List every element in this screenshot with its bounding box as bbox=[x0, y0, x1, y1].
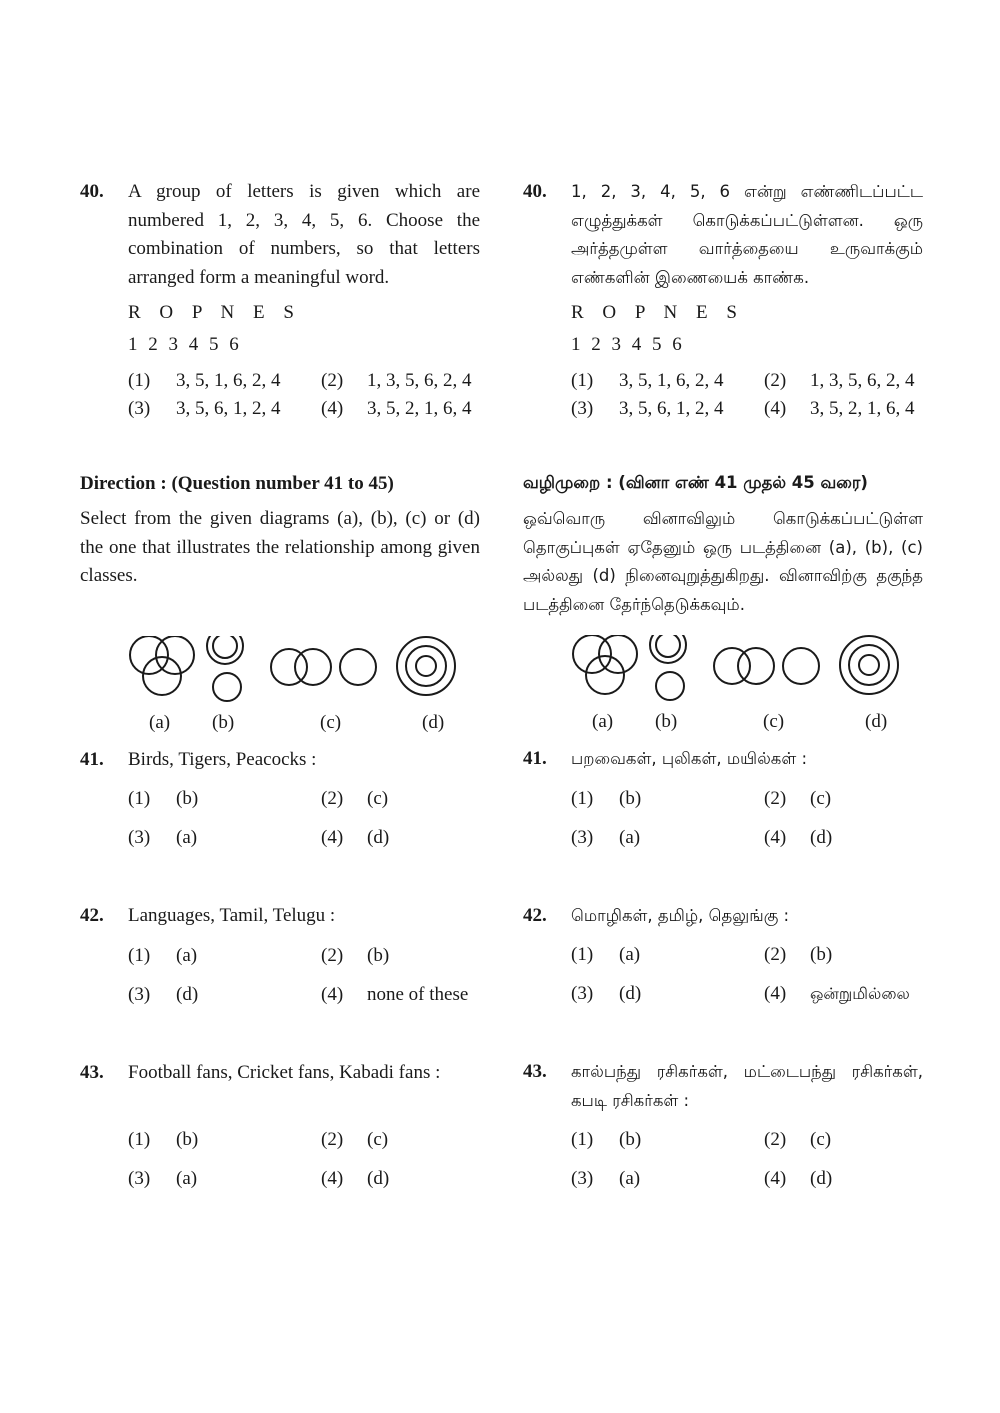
option-value[interactable]: 3, 5, 1, 6, 2, 4 bbox=[176, 370, 281, 391]
option-number[interactable]: (3) bbox=[128, 983, 151, 1005]
venn-diagrams-svg bbox=[80, 636, 480, 716]
options-grid bbox=[571, 785, 923, 852]
letter-group: R O P N E S bbox=[571, 302, 744, 323]
option-number[interactable]: (4) bbox=[764, 1168, 787, 1189]
question-42 bbox=[80, 902, 480, 931]
question-number: 42. bbox=[80, 905, 104, 926]
option-value[interactable]: (a) bbox=[176, 944, 198, 966]
diagram-c-two-overlapping-one-separate bbox=[714, 648, 819, 684]
options-grid bbox=[571, 367, 923, 423]
options-grid bbox=[128, 1126, 480, 1193]
venn-diagrams-svg bbox=[523, 635, 923, 715]
option-value[interactable]: (c) bbox=[810, 787, 832, 809]
question-number: 42. bbox=[523, 904, 547, 926]
option-number[interactable]: (3) bbox=[128, 827, 151, 848]
option-value[interactable]: none of these bbox=[367, 983, 469, 1005]
option-value[interactable]: (d) bbox=[810, 826, 833, 848]
option-value[interactable]: (d) bbox=[619, 983, 642, 1004]
option-value[interactable]: (b) bbox=[367, 944, 390, 966]
option-number[interactable]: (4) bbox=[764, 983, 787, 1004]
options-grid bbox=[128, 785, 480, 852]
option-value[interactable]: (b) bbox=[810, 944, 833, 965]
question-text: 1, 2, 3, 4, 5, 6 என்று எண்ணிடப்பட்ட எழுத்துக்கள் கொடுக்கப்பட்டுள்ளன. ஒரு அர்த்தமுள்ள வார்த்தையை உருவாக்கும் எண்களின் இணையைக் காண்க. bbox=[571, 182, 923, 287]
diagram-c-two-overlapping-one-separate bbox=[271, 649, 376, 685]
option-number[interactable]: (3) bbox=[128, 398, 151, 419]
option-value[interactable]: (b) bbox=[619, 787, 642, 809]
direction-title: வழிமுறை : (வினா எண் 41 முதல் 45 வரை) bbox=[523, 473, 868, 492]
option-value[interactable]: (c) bbox=[367, 788, 389, 809]
diagram-d-three-concentric-circles bbox=[840, 636, 898, 694]
diagram-label-d: (d) bbox=[865, 711, 888, 732]
direction-text: ஒவ்வொரு வினாவிலும் கொடுக்கப்பட்டுள்ள தொகுப்புகள் ஏதேனும் ஒரு படத்தினை (a), (b), (c) அல்லது (d) நினைவுறுத்துகிறது. வினாவிற்கு தகுந்த படத்தினை தேர்ந்தெடுக்கவும். bbox=[523, 509, 923, 614]
question-41 bbox=[80, 746, 480, 775]
question-text: Birds, Tigers, Peacocks : bbox=[128, 748, 317, 770]
option-value[interactable]: (d) bbox=[176, 983, 199, 1005]
option-number[interactable]: (1) bbox=[571, 944, 594, 965]
diagram-d-three-concentric-circles bbox=[397, 637, 455, 695]
option-value[interactable]: (c) bbox=[810, 1129, 832, 1150]
diagram-label-c: (c) bbox=[320, 711, 342, 733]
option-value[interactable]: (a) bbox=[176, 827, 198, 848]
diagram-b-nested-and-separate-circles bbox=[207, 636, 243, 701]
question-40 bbox=[523, 178, 923, 292]
option-number[interactable]: (4) bbox=[764, 826, 787, 848]
direction-text: Select from the given diagrams (a), (b), (c) or (d) the one that illustrates the relationship among given classes. bbox=[80, 508, 480, 586]
options-grid bbox=[571, 941, 923, 1008]
option-value[interactable]: 1, 3, 5, 6, 2, 4 bbox=[810, 370, 915, 391]
option-number[interactable]: (3) bbox=[571, 398, 594, 419]
question-40 bbox=[80, 178, 480, 292]
option-value[interactable]: 3, 5, 1, 6, 2, 4 bbox=[619, 370, 724, 391]
option-value[interactable]: (c) bbox=[367, 1129, 389, 1150]
option-number[interactable]: (2) bbox=[321, 944, 344, 966]
tamil-column bbox=[523, 178, 923, 1193]
option-number[interactable]: (3) bbox=[571, 983, 594, 1004]
question-number: 43. bbox=[80, 1061, 104, 1083]
option-value[interactable]: 3, 5, 6, 1, 2, 4 bbox=[176, 398, 281, 419]
option-number[interactable]: (3) bbox=[571, 826, 594, 848]
question-text: Languages, Tamil, Telugu : bbox=[128, 905, 336, 926]
direction-title: Direction : (Question number 41 to 45) bbox=[80, 473, 394, 494]
option-value[interactable]: (b) bbox=[176, 1129, 199, 1150]
question-text: கால்பந்து ரசிகர்கள், மட்டைபந்து ரசிகர்கள், கபடி ரசிகர்கள் : bbox=[571, 1062, 923, 1110]
option-number[interactable]: (2) bbox=[321, 1129, 344, 1150]
option-value[interactable]: (b) bbox=[176, 788, 199, 809]
option-number[interactable]: (4) bbox=[321, 1168, 344, 1189]
question-43 bbox=[523, 1058, 923, 1115]
option-number[interactable]: (1) bbox=[128, 788, 151, 809]
option-value[interactable]: ஒன்றுமில்லை bbox=[810, 984, 910, 1003]
diagram-label-c: (c) bbox=[763, 711, 785, 732]
diagram-a-three-overlapping-circles bbox=[130, 636, 194, 695]
question-41 bbox=[523, 745, 923, 774]
option-value[interactable]: 3, 5, 2, 1, 6, 4 bbox=[367, 398, 472, 419]
option-number[interactable]: (4) bbox=[764, 398, 787, 419]
option-value[interactable]: (b) bbox=[619, 1129, 642, 1150]
option-number[interactable]: (4) bbox=[321, 983, 344, 1005]
number-group: 1 2 3 4 5 6 bbox=[571, 334, 682, 355]
letter-group: R O P N E S bbox=[128, 302, 301, 323]
option-value[interactable]: (d) bbox=[810, 1168, 833, 1189]
question-text: மொழிகள், தமிழ், தெலுங்கு : bbox=[571, 905, 790, 925]
diagram-label-b: (b) bbox=[212, 711, 235, 733]
option-value[interactable]: (d) bbox=[367, 827, 390, 848]
option-number[interactable]: (1) bbox=[128, 1129, 151, 1150]
question-43 bbox=[80, 1059, 480, 1088]
option-number[interactable]: (1) bbox=[128, 944, 151, 966]
option-number[interactable]: (2) bbox=[764, 944, 787, 965]
option-value[interactable]: (a) bbox=[619, 944, 641, 965]
question-number: 43. bbox=[523, 1061, 547, 1082]
number-group: 1 2 3 4 5 6 bbox=[128, 334, 239, 355]
venn-diagram-options bbox=[523, 635, 923, 745]
option-value[interactable]: 3, 5, 2, 1, 6, 4 bbox=[810, 398, 915, 419]
diagram-label-b: (b) bbox=[655, 711, 678, 732]
diagram-a-three-overlapping-circles bbox=[573, 635, 637, 694]
option-value[interactable]: (a) bbox=[176, 1168, 198, 1189]
question-number: 40. bbox=[80, 181, 104, 202]
question-text: பறவைகள், புலிகள், மயில்கள் : bbox=[571, 749, 808, 768]
option-number[interactable]: (2) bbox=[321, 370, 344, 391]
question-number: 41. bbox=[523, 748, 547, 769]
option-value[interactable]: 1, 3, 5, 6, 2, 4 bbox=[367, 370, 472, 391]
question-number: 40. bbox=[523, 181, 547, 202]
option-number[interactable]: (1) bbox=[571, 1129, 594, 1150]
option-number[interactable]: (1) bbox=[571, 370, 594, 391]
venn-diagram-options bbox=[80, 636, 480, 746]
diagram-b-nested-and-separate-circles bbox=[650, 635, 686, 700]
option-number[interactable]: (3) bbox=[571, 1168, 594, 1189]
option-number[interactable]: (2) bbox=[764, 370, 787, 391]
option-number[interactable]: (3) bbox=[128, 1168, 151, 1189]
diagram-label-d: (d) bbox=[422, 711, 445, 733]
options-grid bbox=[571, 1126, 923, 1193]
option-number[interactable]: (2) bbox=[764, 787, 787, 809]
option-number[interactable]: (1) bbox=[128, 370, 151, 391]
option-value[interactable]: (d) bbox=[367, 1168, 390, 1189]
option-number[interactable]: (2) bbox=[321, 788, 344, 809]
diagram-label-a: (a) bbox=[149, 711, 171, 733]
options-grid bbox=[128, 942, 480, 1009]
option-number[interactable]: (1) bbox=[571, 787, 594, 809]
diagram-label-a: (a) bbox=[592, 711, 614, 732]
option-value[interactable]: (a) bbox=[619, 826, 641, 848]
option-value[interactable]: 3, 5, 6, 1, 2, 4 bbox=[619, 398, 724, 419]
options-grid bbox=[128, 367, 480, 423]
english-column bbox=[80, 178, 480, 1193]
question-42 bbox=[523, 902, 923, 931]
option-number[interactable]: (4) bbox=[321, 827, 344, 848]
question-number: 41. bbox=[80, 748, 104, 770]
option-value[interactable]: (a) bbox=[619, 1168, 641, 1189]
question-text: A group of letters is given which are numbered 1, 2, 3, 4, 5, 6. Choose the combination of numbers, so that letters arranged form a meaningful word. bbox=[128, 181, 480, 288]
option-number[interactable]: (4) bbox=[321, 398, 344, 419]
option-number[interactable]: (2) bbox=[764, 1129, 787, 1150]
question-text: Football fans, Cricket fans, Kabadi fans : bbox=[128, 1061, 441, 1083]
